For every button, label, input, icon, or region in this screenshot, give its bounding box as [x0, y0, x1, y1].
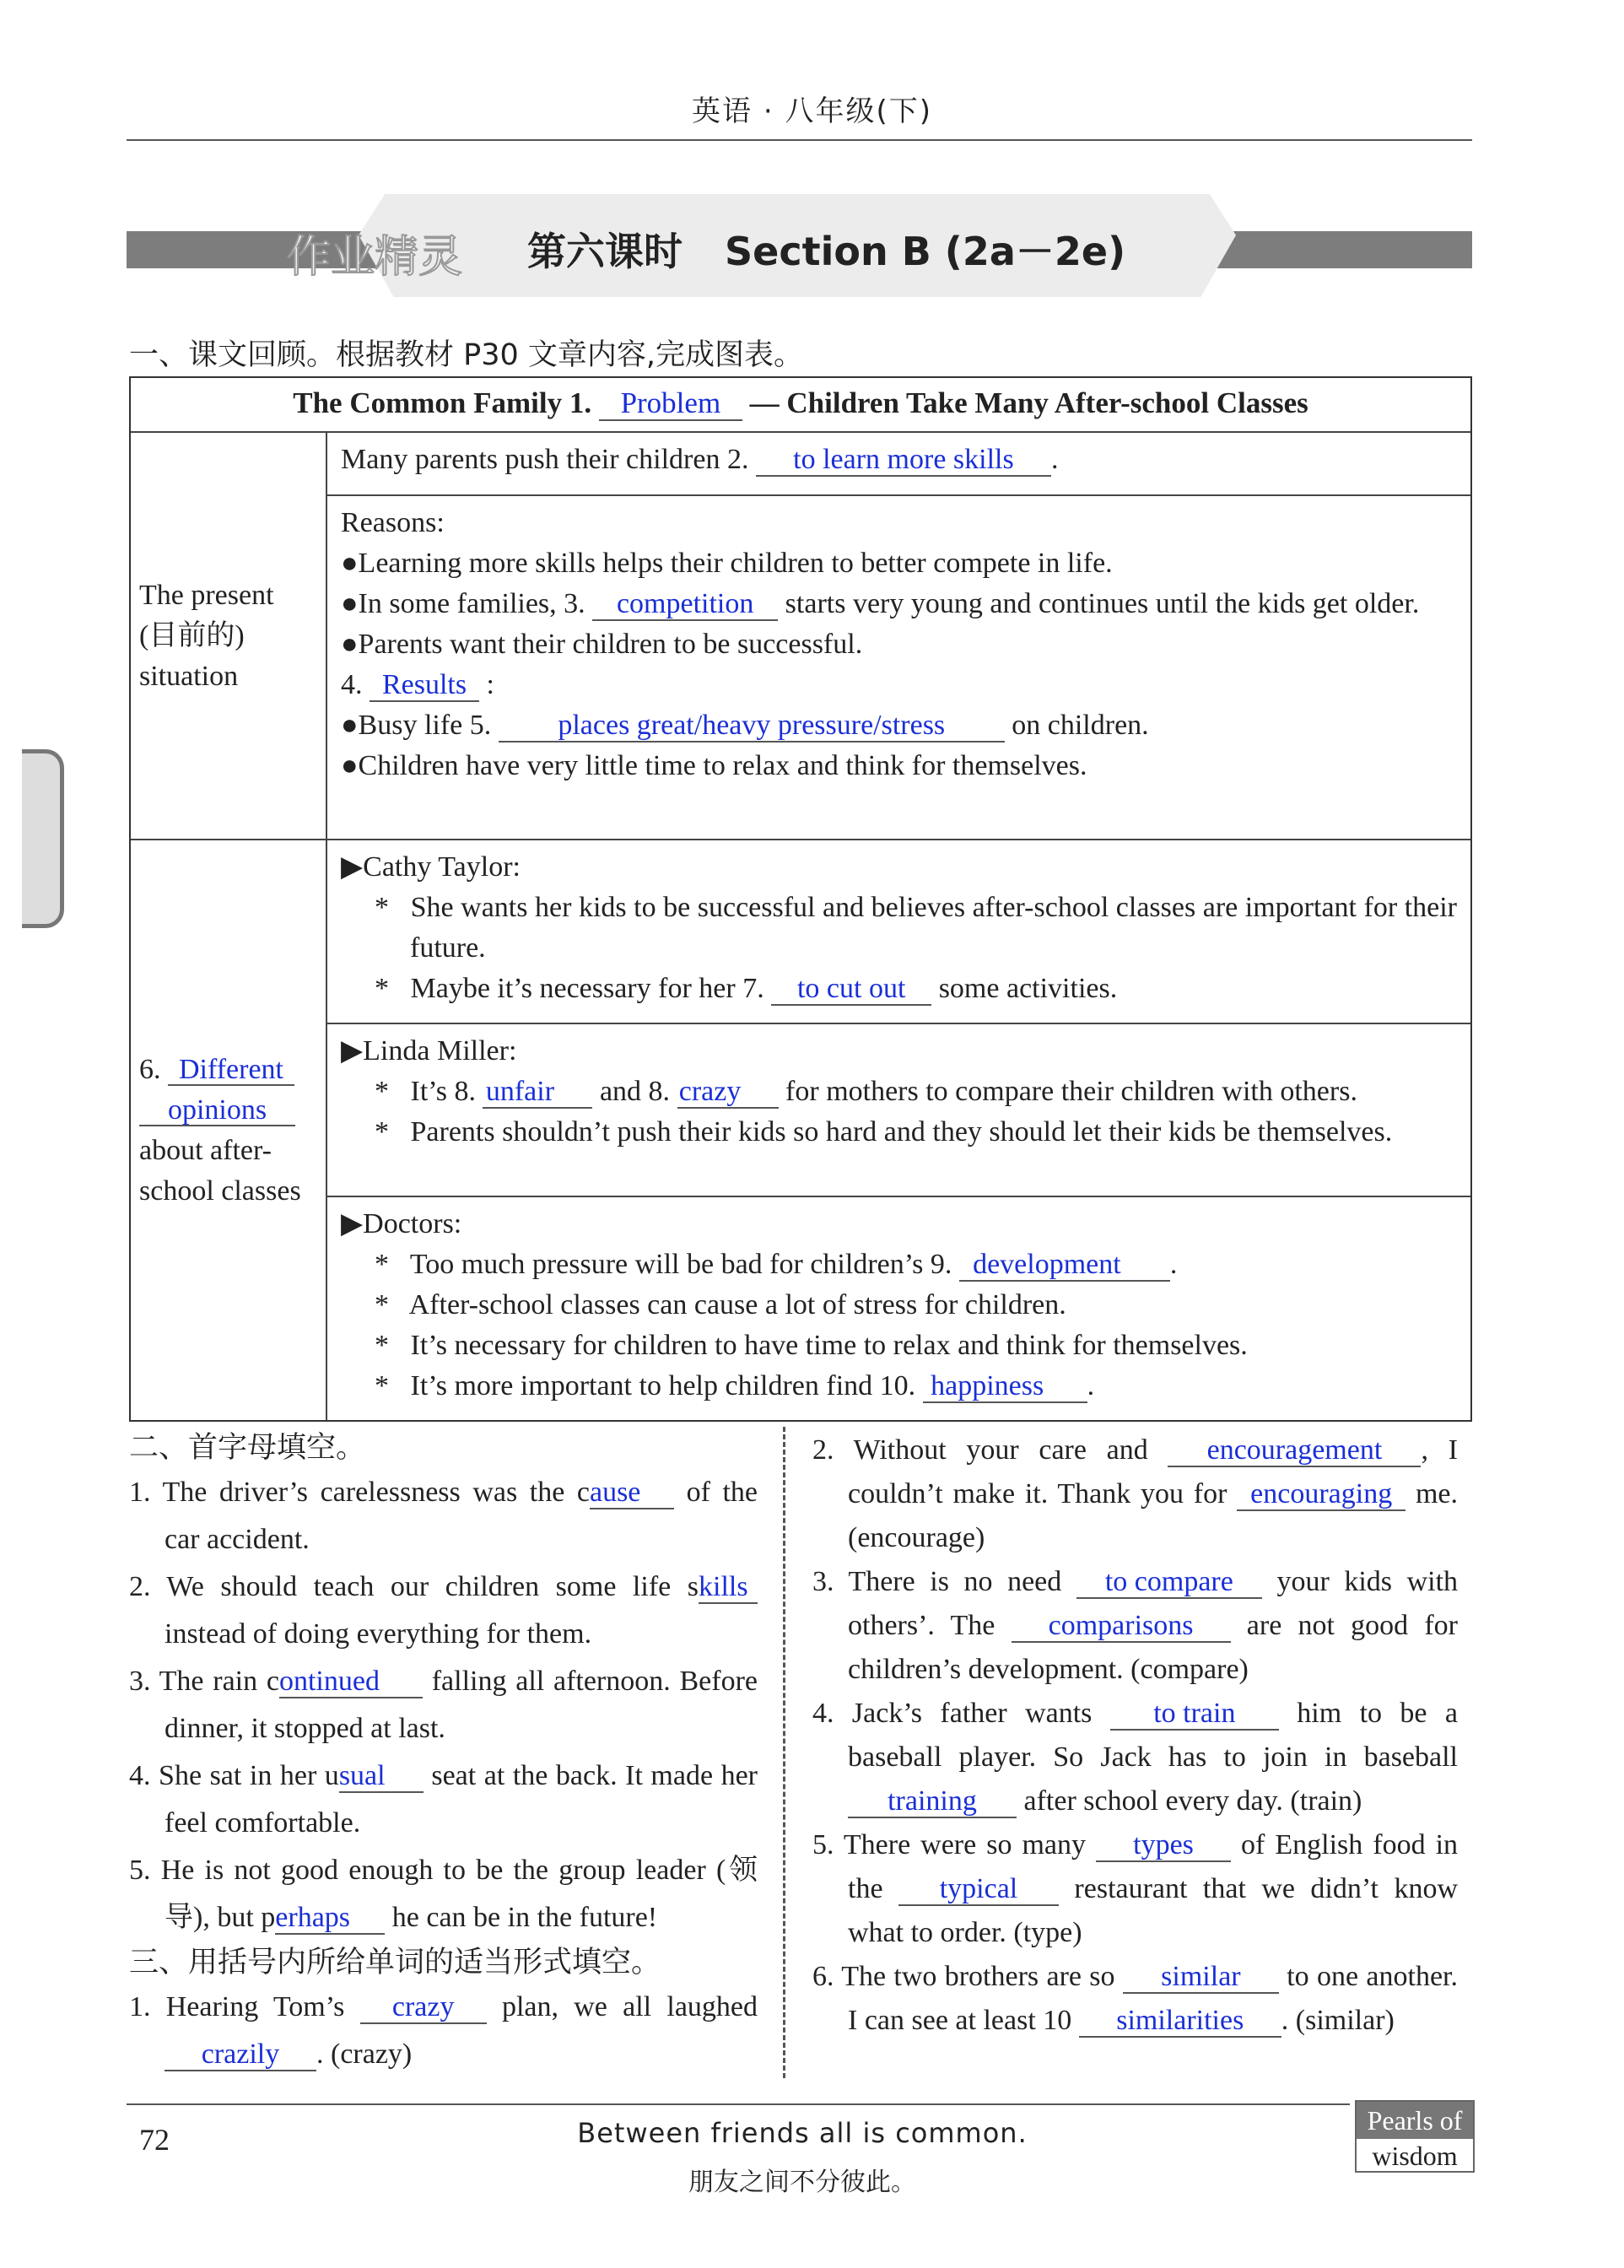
p3-item-2 [812, 1428, 1458, 1560]
doctors-label: Doctors: [363, 1208, 462, 1239]
page-number: 72 [139, 2123, 170, 2157]
doctor-3: It’s necessary for children to have time to relax and think for themselves. [410, 1330, 1248, 1361]
result-1-pre: Busy life 5. [358, 710, 492, 741]
text: of English food in the [848, 1829, 1459, 1904]
present-situation-label [131, 433, 327, 840]
answer-a: to train [1110, 1698, 1279, 1731]
footer-rule [127, 2103, 1350, 2105]
present-label-text: The present (目前的) situation [139, 579, 274, 692]
text: 3. There is no need [812, 1566, 1062, 1597]
title-text: The Common Family 1. [293, 386, 592, 419]
answer-a: to compare [1076, 1567, 1262, 1599]
text: Too much pressure will be bad for children’s 9. [409, 1249, 952, 1280]
linda-label: Linda Miller: [363, 1035, 517, 1066]
answer-3: competition [592, 589, 778, 621]
answer: sual [339, 1761, 424, 1793]
pearls-of-wisdom-badge [1355, 2100, 1475, 2173]
text: seat at the back. It made her feel comfortable. [165, 1760, 758, 1839]
answer-b: encouraging [1237, 1479, 1405, 1511]
part2-column [129, 1427, 783, 2078]
header-rule [127, 139, 1472, 141]
text: It’s more important to help children find 10. [410, 1370, 916, 1401]
answer-2: to learn more skills [756, 445, 1051, 477]
cathy-2-pre: Maybe it’s necessary for her 7. [410, 973, 764, 1004]
doctor-2: After-school classes can cause a lot of stress for children. [408, 1289, 1066, 1320]
p3-item-6 [812, 1955, 1458, 2043]
text: 5. There were so many [812, 1829, 1086, 1860]
result-1-post: on children. [1012, 710, 1149, 741]
part3-column [783, 1427, 1458, 2078]
p2-item-2 [129, 1563, 758, 1658]
part1-heading: 一、课文回顾。根据教材 P30 文章内容,完成图表。 [129, 338, 804, 372]
linda-block: ▶Linda Miller: * It’s 8. unfair and 8. crazy for mothers to compare their children with others. * Parents shouldn’t push their kids so hard and they should let their kids be themselves. [327, 1024, 1470, 1197]
p3-item-1 [129, 1984, 758, 2078]
push-line: Many parents push their children 2. to learn more skills . [327, 433, 1470, 496]
lesson-number: 第六课时 [527, 229, 683, 274]
answer-10: happiness [923, 1371, 1087, 1403]
answer-a: similar [1123, 1962, 1279, 1994]
answer-5: places great/heavy pressure/stress [499, 710, 1005, 742]
text: restaurant that we didn’t know what to order. (type) [848, 1873, 1458, 1948]
linda-2: Parents shouldn’t push their kids so hard and they should let their kids be themselves. [410, 1116, 1393, 1148]
answer: ontinued [279, 1666, 423, 1698]
title-text-post: — Children Take Many After-school Classes [749, 386, 1308, 419]
text: to one another. I can see at least 10 [848, 1961, 1459, 2036]
text: 1. Hearing Tom’s [129, 1991, 345, 2022]
text: for mothers to compare their children with others. [785, 1076, 1357, 1107]
answer-4: Results [370, 670, 479, 702]
watermark-logo: 作业精灵 [287, 232, 463, 283]
text: falling all afternoon. Before dinner, it stopped at last. [165, 1666, 758, 1744]
text: 3. The rain c [129, 1666, 279, 1697]
answer-a: crazy [360, 1992, 487, 2024]
text: , I couldn’t make it. Thank you for [848, 1434, 1458, 1509]
colon: : [486, 669, 494, 700]
section-name: Section B (2a－2e) [725, 229, 1126, 274]
text: instead of doing everything for them. [165, 1618, 592, 1650]
text: It’s 8. [410, 1076, 476, 1107]
badge-top: Pearls of [1357, 2102, 1473, 2139]
motto-chinese: 朋友之间不分彼此。 [688, 2168, 916, 2197]
answer-6b: opinions [139, 1095, 295, 1127]
motto-english: Between friends all is common. [577, 2117, 1028, 2149]
part3-heading: 三、用括号内所给单词的适当形式填空。 [129, 1946, 661, 1979]
page-footer [129, 2103, 1479, 2230]
reason-1: Learning more skills helps their children to better compete in life. [358, 548, 1113, 579]
answer-b: similarities [1079, 2006, 1281, 2038]
answer-8b: crazy [677, 1077, 779, 1109]
p3-item-5 [812, 1823, 1458, 1955]
side-tab [22, 749, 64, 928]
cathy-1: She wants her kids to be successful and believes after-school classes are important for their future. [410, 892, 1458, 964]
result-2: Children have very little time to relax and think for themselves. [358, 750, 1087, 781]
reasons-block: Reasons: ●Learning more skills helps their children to better compete in life. ●In some families, 3. competition starts very young and continues until the kids get older. ●Parents want their children to be successful. 4. Results : ●Busy life 5. places great/heavy pressure/stress on children. ●Children have very little time to relax and think for themselves. [327, 496, 1470, 840]
p3-item-4 [812, 1692, 1458, 1823]
opinions-text: about after-school classes [139, 1134, 301, 1207]
cathy-2-post: some activities. [938, 973, 1118, 1004]
text: plan, we all laughed [501, 1991, 758, 2022]
text: me. (encourage) [848, 1478, 1458, 1553]
p2-item-5 [129, 1847, 758, 1941]
answer-a: types [1096, 1830, 1231, 1862]
main-content [129, 334, 1479, 2230]
text: 6. The two brothers are so [812, 1961, 1115, 1992]
answer-1: Problem [599, 388, 742, 421]
p2-item-1 [129, 1469, 758, 1563]
reason-2-pre: In some families, 3. [358, 588, 585, 619]
reason-3: Parents want their children to be successful. [358, 629, 863, 660]
answer: ause [590, 1477, 674, 1509]
reason-2-post: starts very young and continues until the kids get older. [785, 588, 1420, 619]
lesson-title [527, 221, 1125, 277]
text: him to be a baseball player. So Jack has to join in baseball [848, 1698, 1459, 1773]
text: he can be in the future! [391, 1902, 658, 1933]
text: after school every day. (train) [1023, 1785, 1362, 1817]
opinions-label [131, 840, 327, 1420]
answer-b: training [848, 1786, 1017, 1818]
p2-item-4 [129, 1752, 758, 1847]
p2-item-3 [129, 1658, 758, 1752]
answer: kills [699, 1572, 758, 1604]
results-num: 4. [341, 669, 363, 700]
text: and 8. [599, 1076, 671, 1107]
text: 4. Jack’s father wants [812, 1698, 1093, 1729]
cathy-label: Cathy Taylor: [363, 851, 521, 883]
p3-item-3 [812, 1560, 1458, 1692]
answer-b: typical [898, 1874, 1059, 1906]
text: of the car accident. [165, 1477, 758, 1555]
text: 5. He is not good enough to be the group leader (领导), but p [129, 1855, 758, 1933]
answer: erhaps [275, 1903, 385, 1935]
answer-b: comparisons [1012, 1611, 1231, 1643]
text: 2. Without your care and [812, 1434, 1148, 1466]
text: 4. She sat in her u [129, 1760, 339, 1791]
summary-table [129, 376, 1472, 1422]
cathy-block: ▶Cathy Taylor: * She wants her kids to be successful and believes after-school classes are important for their future. * Maybe it’s necessary for her 7. to cut out some activities. [327, 840, 1470, 1024]
text: 2. We should teach our children some life s [129, 1571, 699, 1602]
part2-heading: 二、首字母填空。 [129, 1431, 366, 1465]
answer-9: development [959, 1250, 1170, 1282]
text: are not good for children’s development. (compare) [848, 1610, 1458, 1685]
answer-a: encouragement [1168, 1435, 1421, 1467]
text: . (crazy) [316, 2038, 413, 2070]
badge-bottom: wisdom [1372, 2141, 1458, 2171]
answer-6a: Different [168, 1055, 294, 1087]
answer-7: to cut out [771, 974, 931, 1006]
num: 6. [139, 1053, 161, 1085]
text: Many parents push their children 2. [341, 444, 749, 475]
table-title [131, 378, 1470, 433]
exercise-columns [129, 1427, 1479, 2078]
answer-8a: unfair [483, 1077, 592, 1109]
text: your kids with others’. The [848, 1566, 1459, 1641]
text: 1. The driver’s carelessness was the c [129, 1477, 590, 1508]
reasons-label: Reasons: [341, 507, 445, 538]
doctors-block: ▶Doctors: * Too much pressure will be bad for children’s 9. development . * After-school classes can cause a lot of stress for children. * It’s necessary for children to have time to relax and think for themselves. * It’s more important to help children find 10. happiness . [341, 1208, 1248, 1401]
text: . (similar) [1281, 2005, 1395, 2036]
running-header: 英语 · 八年级(下) [692, 94, 932, 128]
answer-b: crazily [165, 2039, 316, 2071]
